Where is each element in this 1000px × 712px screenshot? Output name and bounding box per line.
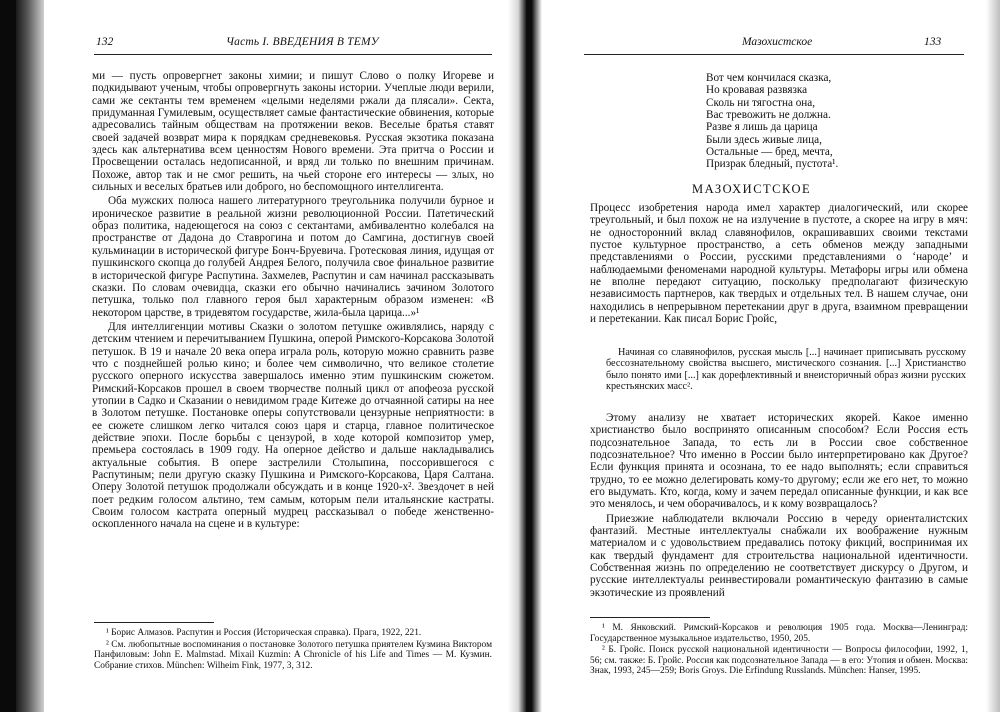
paragraph: ми — пусть опровергнет законы химии; и пишут Слово о полку Игореве и подкидывают ученым, чтобы опровергнуть законы истории. Учеплые люди верили, сами же сектанты тем временем «целыми неделями ржали да плясали». Секта, придуманная Гумилевым, осуществляет самые фантастические обвинения, которые адресовались тайным обществам на протяжении веков. Веселые братья ставят своей задачей возврат мира к порядкам средневековья. Русская экзотика показана здесь как альтернатива всем ценностям Нового времени. Эта притча о России и Просвещении осталась недописанной, и вряд ли только по внешним причинам. Похоже, автор так и не смог решить, на чьей стороне его интересы — злых, но сильных и веселых братьев или доброго, но беспомощного интеллигента. (92, 70, 494, 194)
poem-line: Вас тревожить не должна. (706, 109, 831, 122)
block-quote (606, 347, 966, 393)
page-number: 132 (96, 36, 114, 48)
book-gutter (508, 0, 542, 712)
scan-edge-left (0, 0, 16, 712)
header-rule (94, 54, 492, 55)
footnote: ² Б. Гройс. Поиск русской национальной идентичности — Вопросы философии, 1992, 1, 56; см. также: Б. Гройс. Россия как подсознательное Запада — в его: Утопия и обмен. Москва: Знак, 1993, 245—259; Boris Groys. Die Erfindung Russlands. München: Hanser, 1995. (590, 645, 968, 677)
poem-line: Разве я лишь да царица (706, 121, 818, 134)
paragraph: Процесс изобретения народа имел характер диалогический, или скорее треугольный, и был похож не на излучение в пустоте, а скорее на игру в мяч: не односторонний вклад славянофилов, окрашивавших своими текстами пустое культурное пространство, а сеть обменов между западными представлениями о России, русскими представлениями о ‘народе’ и наблюдаемыми феноменами народной культуры. Метафоры игры или обмена не вполне передают ситуацию, поскольку предполагают физическую независимость партнеров, как твердых и отдельных тел. В нашем случае, они находились в непрерывном перетекании друг в друга, взаимном превращении и перетекании. Как писал Борис Гройс, (590, 202, 968, 326)
poem-line: Но кровавая развязка (706, 84, 808, 97)
body-text (92, 70, 494, 531)
paragraph: Этому анализу не хватает исторических якорей. Какое именно христианство было воспринято описанным способом? Если Россия есть подсознательное Запада, то есть ли в России свое собственное подсознательное? Что именно в России было интерпретировано как Другое? Если функция принята и осознана, то ее надо выполнять; если справиться трудно, то ее можно делегировать кому-то другому; если же его нет, то можно его выдумать. Кто, когда, кому и зачем передал описанные функции, и как все это менялось, и чем оборачивалось, и к кому возвращалось? (590, 412, 968, 511)
scan-edge-shadow (16, 0, 44, 712)
poem-line: Остальные — бред, мечта, (706, 146, 833, 159)
paragraph: Оба мужских полюса нашего литературного треугольника получили бурное и ироническое развитие в реальной жизни революционной России. Патетический образ политика, надеющегося на союз с сектантами, амбивалентно колебался на пространстве от Дадона до Ставрогина и потом до Самгина, достигнув своей кульминации в исторической фигуре Бонч-Бруевича. Гротесковая линия, идущая от пушкинского скопца до голубей Андрея Белого, получила свое финальное развитие в исторической фигуре Распутина. Захмелев, Распутин и сам начинал рассказывать сказки. По словам очевидца, сказки его обычно начинались зачином Золотого петушка, только пол главного героя был характерным образом изменен: «В некотором царстве, в тридевятом государстве, жила-была царица...»¹ (92, 195, 494, 319)
paragraph: Для интеллигенции мотивы Сказки о золотом петушке оживлялись, наряду с детским чтением и перечитыванием Пушкина, оперой Римского-Корсакова Золотой петушок. В 19 и начале 20 века опера играла роль, которую можно сравнить разве что с позднейшей ролью кино; и более чем символично, что великое столетие русского оперного искусства завершалось именно этим пушкинским сюжетом. Римский-Корсаков прошел в своем творчестве полный цикл от апофеоза русской утопии в Садко и Сказании о невидимом граде Китеже до отчаянной сатиры на нее в Золотом петушке. Постановке оперы сопутствовали цензурные неприятности: в ее сюжете слишком легко читался союз царя и старца, главное политическое действие эпохи. После борьбы с цензурой, в ходе которой композитор умер, премьера состоялась в 1909 году. На оперное действо и дальше накладывались актуальные события. В опере застрелили Столыпина, поссорившегося с Распутиным; пели другую сказку Пушкина и Римского-Корсакова, Царя Салтана. Оперу Золотой петушок продолжали обсуждать и в конце 1920-х². Звездочет в ней поет редким голосом альтино, тем самым, которым пели итальянские кастраты. Своим голосом кастрата оперный мудрец рассказывал о победе женственно-оскопленного начала на сцене и в культуре: (92, 320, 494, 531)
footnote-rule (590, 617, 710, 618)
quote-text: Начиная со славянофилов, русская мысль [...] начинает приписывать русскому бессознательному свойства высшего, мистического сознания. [...] Христианство было понято ими [...] как дорефлективный и внеисторичный образ жизни русских крестьянских масс². (606, 347, 966, 393)
footnote: ¹ М. Янковский. Римский-Корсаков и революция 1905 года. Москва—Ленинград: Государственное музыкальное издательство, 1950, 205. (590, 623, 968, 644)
scan-edge-right (986, 0, 1000, 712)
poem-line: Сколь ни тягостна она, (706, 96, 816, 109)
footnote: ¹ Борис Алмазов. Распутин и Россия (Историческая справка). Прага, 1922, 221. (106, 628, 422, 638)
poem-line: Были здесь живые лица, (706, 133, 822, 146)
footnote-rule (94, 622, 214, 623)
paragraph: Приезжие наблюдатели включали Россию в череду ориенталистских фантазий. Местные интеллектуалы снабжали их воображение нужным материалом и с удовольствием предавались потоку фикций, воспринимая их как твердый фундамент для строительства национальной идентичности. Собственная жизнь по определению не соответствует дискурсу о Другом, и русские интеллектуалы реинвестировали романтическую фантазию в самые экзотические из проявлений (590, 512, 968, 599)
poem-line: Вот чем кончилася сказка, (706, 72, 832, 84)
body-text (590, 202, 968, 325)
footnotes (94, 628, 492, 671)
running-title: Часть I. ВВЕДЕНИЯ В ТЕМУ (226, 36, 379, 48)
body-text-continued (590, 412, 968, 599)
footnote: ² См. любопытные воспоминания о постановке Золотого петушка приятелем Кузмина Виктором Панфиловым: John E. Malmstad. Mixail Kuzmin: A Chronicle of his Life and Times — M. Кузмин. Собрание стихов. München: Wilheim Fink, 1977, 3, 312. (94, 639, 492, 671)
poem-excerpt (706, 72, 838, 171)
header-rule (584, 54, 964, 55)
page-number: 133 (924, 36, 942, 48)
running-title: Мазохистское (742, 36, 813, 48)
footnotes (590, 623, 968, 677)
section-heading: МАЗОХИСТСКОЕ (692, 182, 812, 196)
poem-line: Призрак бледный, пустота¹. (706, 158, 839, 171)
